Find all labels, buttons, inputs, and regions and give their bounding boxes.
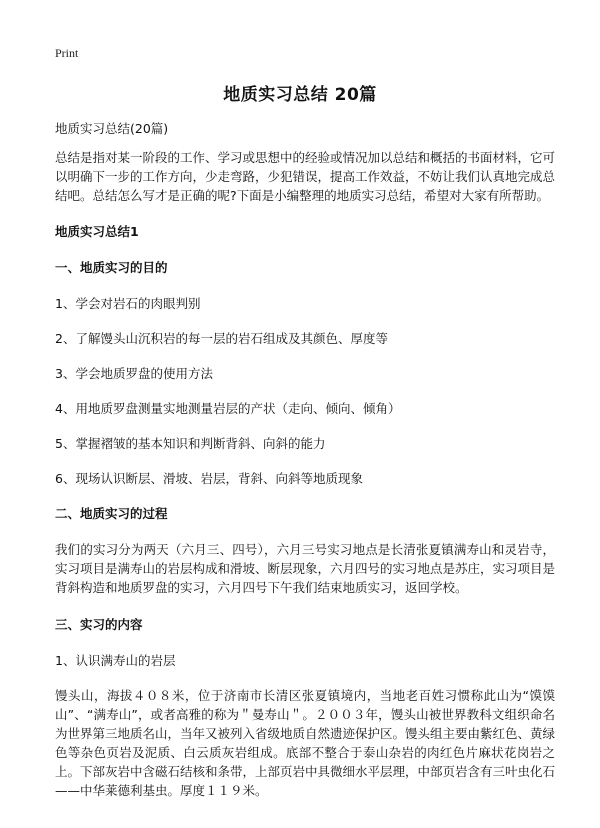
process-paragraph: 我们的实习分为两天（六月三、四号），六月三号实习地点是长清张夏镇满寿山和灵岩寺，实习项目是满寿山的岩层构成和滑坡、断层现象，六月四号的实习地点是苏庄，实习项目是背斜构造和地质罗盘的实习，六月四号下午我们结束地质实习，返回学校。 <box>55 542 556 595</box>
intro-paragraph: 总结是指对某一阶段的工作、学习或思想中的经验或情况加以总结和概括的书面材料，它可以明确下一步的工作方向，少走弯路，少犯错误，提高工作效益，不妨让我们认真地完成总结吧。总结怎么写才是正确的呢?下面是小编整理的地质实习总结，希望对大家有所帮助。 <box>55 150 556 203</box>
process-heading: 二、地质实习的过程 <box>55 506 168 521</box>
section-title: 地质实习总结1 <box>55 224 139 239</box>
document-body <box>55 119 555 817</box>
purpose-item: 3、学会地质罗盘的使用方法 <box>55 366 213 381</box>
purpose-item: 1、学会对岩石的肉眼判别 <box>55 296 201 311</box>
document-subtitle: 地质实习总结(20篇) <box>55 121 169 136</box>
content-paragraph: 馒头山，海拔４０８米，位于济南市长清区张夏镇境内，当地老百姓习惯称此山为“馍馍山”、“满寿山”，或者高雅的称为＂曼寿山＂。２００３年，馒头山被世界教科文组织命名为世界第三地质名山，当年又被列入省级地质自然遗迹保护区。馒头组主要由紫红色、黄绿色等杂色页岩及泥质、白云质灰岩组成。底部不整合于泰山杂岩的肉红色片麻状花岗岩之上。下部灰岩中含磁石结核和条带，上部页岩中具微细水平层理，中部页岩含有三叶虫化石——中华莱德利基虫。厚度１１９米。 <box>55 688 556 798</box>
document-title: 地质实习总结 20篇 <box>223 85 377 105</box>
content-heading: 三、实习的内容 <box>55 617 143 632</box>
purpose-heading: 一、地质实习的目的 <box>55 260 168 275</box>
content-item: 1、认识满寿山的岩层 <box>55 653 176 668</box>
purpose-item: 6、现场认识断层、滑坡、岩层，背斜、向斜等地质现象 <box>55 471 363 486</box>
purpose-item: 4、用地质罗盘测量实地测量岩层的产状（走向、倾向、倾角） <box>55 401 401 416</box>
print-link[interactable]: Print <box>55 46 79 60</box>
purpose-item: 5、掌握褶皱的基本知识和判断背斜、向斜的能力 <box>55 436 326 451</box>
purpose-item: 2、了解馒头山沉积岩的每一层的岩石组成及其颜色、厚度等 <box>55 331 388 346</box>
